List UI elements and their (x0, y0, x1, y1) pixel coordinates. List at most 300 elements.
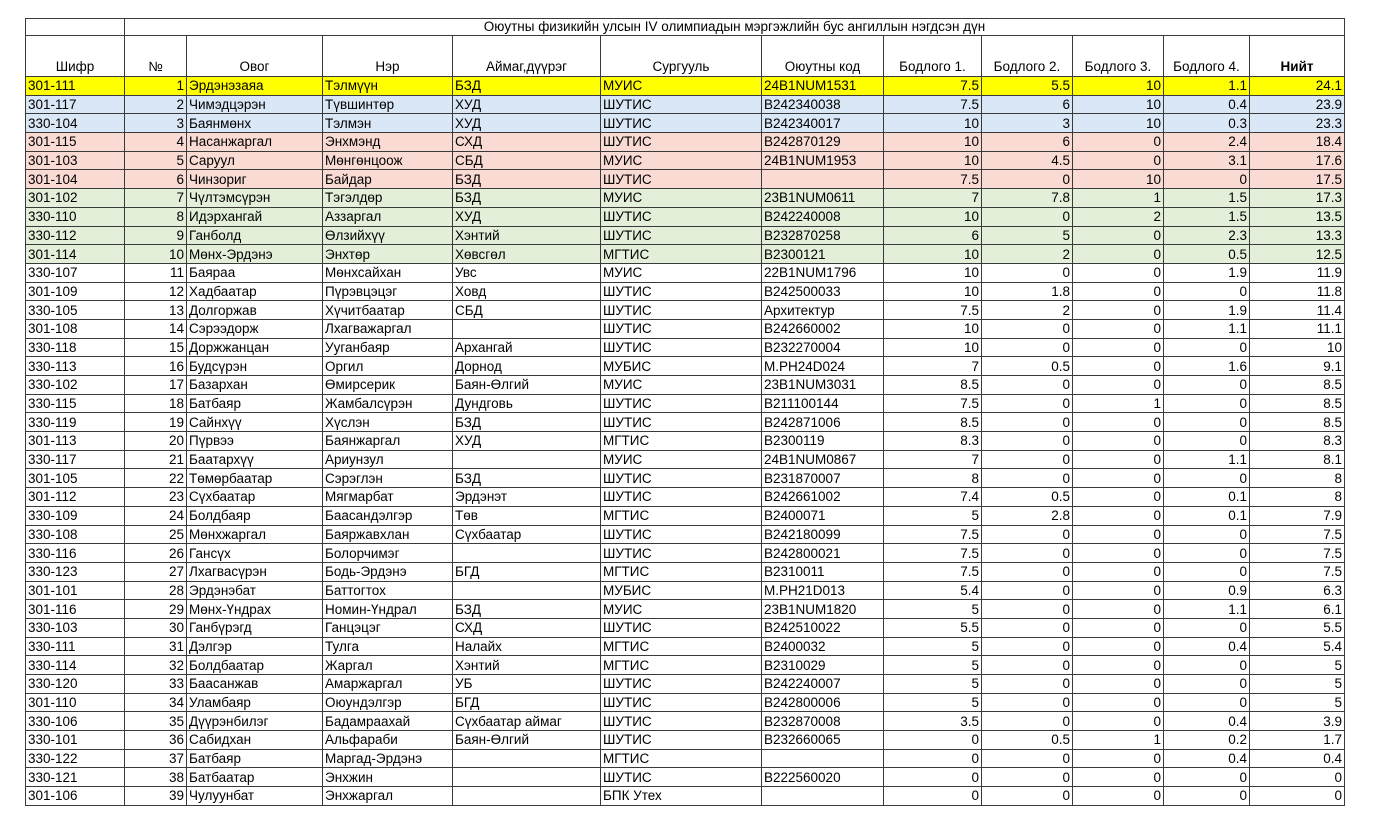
cell-surname: Доржжанцан (187, 338, 323, 357)
cell-problem-2: 0.5 (982, 731, 1073, 750)
cell-problem-3: 0 (1073, 506, 1164, 525)
cell-student-code: 23B1NUM3031 (762, 376, 884, 395)
table-row (26, 506, 1345, 525)
cell-number: 26 (125, 544, 187, 563)
table-row (26, 432, 1345, 451)
cell-district: Хөвсгөл (453, 245, 601, 264)
cell-problem-4: 0 (1164, 525, 1250, 544)
cell-problem-1: 10 (884, 263, 982, 282)
cell-district: Сүхбаатар (453, 525, 601, 544)
cell-problem-2: 0 (982, 432, 1073, 451)
cell-student-code: B242800021 (762, 544, 884, 563)
cell-surname: Ганбүрэгд (187, 618, 323, 637)
cell-total: 11.8 (1250, 282, 1345, 301)
cell-name: Лхагважаргал (323, 319, 453, 338)
header-name: Нэр (323, 36, 453, 77)
cell-problem-4: 0 (1164, 432, 1250, 451)
cell-student-code: B231870007 (762, 469, 884, 488)
cell-problem-4: 0 (1164, 562, 1250, 581)
cell-problem-4: 0 (1164, 675, 1250, 694)
cell-district (453, 450, 601, 469)
cell-surname: Уламбаяр (187, 693, 323, 712)
cell-total: 11.1 (1250, 319, 1345, 338)
cell-name: Ариунзул (323, 450, 453, 469)
cell-problem-3: 0 (1073, 450, 1164, 469)
cell-problem-2: 0 (982, 263, 1073, 282)
cell-problem-4: 1.1 (1164, 600, 1250, 619)
cell-total: 0 (1250, 787, 1345, 806)
cell-problem-3: 1 (1073, 731, 1164, 750)
cell-total: 5 (1250, 656, 1345, 675)
cell-problem-2: 2 (982, 245, 1073, 264)
cell-student-code: B242660002 (762, 319, 884, 338)
cell-problem-4: 0 (1164, 394, 1250, 413)
cell-total: 1.7 (1250, 731, 1345, 750)
cell-problem-3: 0 (1073, 319, 1164, 338)
cell-problem-3: 0 (1073, 562, 1164, 581)
cell-name: Бодь-Эрдэнэ (323, 562, 453, 581)
cell-school: МУИС (601, 376, 762, 395)
cell-surname: Баасанжав (187, 675, 323, 694)
table-row (26, 263, 1345, 282)
cell-student-code: 23B1NUM1820 (762, 600, 884, 619)
cell-number: 17 (125, 376, 187, 395)
table-row (26, 656, 1345, 675)
cell-surname: Сүхбаатар (187, 488, 323, 507)
cell-code: 330-121 (26, 768, 125, 787)
cell-problem-1: 7.5 (884, 562, 982, 581)
cell-student-code (762, 749, 884, 768)
cell-district: СБД (453, 151, 601, 170)
cell-problem-3: 0 (1073, 245, 1164, 264)
cell-problem-3: 0 (1073, 338, 1164, 357)
cell-problem-3: 0 (1073, 357, 1164, 376)
cell-name: Тулга (323, 637, 453, 656)
cell-surname: Мөнх-Үндрах (187, 600, 323, 619)
cell-problem-2: 6 (982, 133, 1073, 152)
cell-surname: Ганболд (187, 226, 323, 245)
cell-district: ХУД (453, 207, 601, 226)
table-row (26, 376, 1345, 395)
cell-code: 330-107 (26, 263, 125, 282)
cell-problem-1: 7 (884, 189, 982, 208)
cell-code: 330-122 (26, 749, 125, 768)
table-row (26, 151, 1345, 170)
cell-student-code: M.PH24D024 (762, 357, 884, 376)
cell-total: 0 (1250, 768, 1345, 787)
cell-problem-4: 1.9 (1164, 263, 1250, 282)
cell-school: МГТИС (601, 506, 762, 525)
cell-district (453, 581, 601, 600)
cell-code: 301-111 (26, 77, 125, 96)
cell-school: МУИС (601, 600, 762, 619)
cell-code: 330-118 (26, 338, 125, 357)
cell-surname: Сэрээдорж (187, 319, 323, 338)
cell-school: ШУТИС (601, 133, 762, 152)
table-row (26, 749, 1345, 768)
table-row (26, 413, 1345, 432)
cell-problem-1: 5 (884, 675, 982, 694)
cell-name: Амаржаргал (323, 675, 453, 694)
cell-number: 34 (125, 693, 187, 712)
cell-student-code: 24B1NUM0867 (762, 450, 884, 469)
cell-district: БЗД (453, 189, 601, 208)
cell-problem-3: 0 (1073, 787, 1164, 806)
cell-school: ШУТИС (601, 319, 762, 338)
cell-surname: Төмөрбаатар (187, 469, 323, 488)
cell-problem-4: 0 (1164, 768, 1250, 787)
cell-surname: Болдбаяр (187, 506, 323, 525)
cell-district: СБД (453, 301, 601, 320)
table-row (26, 488, 1345, 507)
cell-problem-3: 0 (1073, 749, 1164, 768)
cell-total: 5.4 (1250, 637, 1345, 656)
header-number: № (125, 36, 187, 77)
cell-problem-4: 0.5 (1164, 245, 1250, 264)
cell-school: МГТИС (601, 637, 762, 656)
cell-surname: Дэлгэр (187, 637, 323, 656)
cell-student-code: B222560020 (762, 768, 884, 787)
cell-number: 7 (125, 189, 187, 208)
cell-problem-1: 5 (884, 600, 982, 619)
cell-problem-2: 0 (982, 712, 1073, 731)
cell-code: 330-114 (26, 656, 125, 675)
header-surname: Овог (187, 36, 323, 77)
cell-name: Тэгэлдөр (323, 189, 453, 208)
cell-school: МУИС (601, 189, 762, 208)
cell-student-code: B242510022 (762, 618, 884, 637)
cell-student-code: B242500033 (762, 282, 884, 301)
cell-school: БПК Утех (601, 787, 762, 806)
header-code: Шифр (26, 36, 125, 77)
cell-number: 36 (125, 731, 187, 750)
cell-problem-3: 0 (1073, 488, 1164, 507)
cell-school: МУБИС (601, 357, 762, 376)
cell-problem-4: 1.1 (1164, 319, 1250, 338)
cell-name: Байдар (323, 170, 453, 189)
cell-district: СХД (453, 618, 601, 637)
cell-number: 22 (125, 469, 187, 488)
cell-problem-2: 0 (982, 562, 1073, 581)
cell-problem-1: 10 (884, 282, 982, 301)
cell-problem-3: 0 (1073, 544, 1164, 563)
table-row (26, 114, 1345, 133)
cell-name: Мягмарбат (323, 488, 453, 507)
cell-problem-3: 0 (1073, 301, 1164, 320)
cell-name: Болорчимэг (323, 544, 453, 563)
header-problem-4: Бодлого 4. (1164, 36, 1250, 77)
cell-problem-4: 0.1 (1164, 488, 1250, 507)
table-row (26, 768, 1345, 787)
cell-district (453, 749, 601, 768)
cell-student-code (762, 787, 884, 806)
cell-name: Өлзийхүү (323, 226, 453, 245)
cell-problem-3: 0 (1073, 637, 1164, 656)
table-row (26, 600, 1345, 619)
cell-district (453, 787, 601, 806)
cell-problem-4: 0.4 (1164, 749, 1250, 768)
cell-student-code: B232870258 (762, 226, 884, 245)
cell-problem-4: 1.5 (1164, 189, 1250, 208)
cell-number: 5 (125, 151, 187, 170)
cell-problem-3: 1 (1073, 394, 1164, 413)
cell-student-code: B242871006 (762, 413, 884, 432)
cell-problem-2: 0 (982, 768, 1073, 787)
header-problem-1: Бодлого 1. (884, 36, 982, 77)
cell-surname: Батбаатар (187, 768, 323, 787)
cell-number: 14 (125, 319, 187, 338)
cell-problem-4: 1.6 (1164, 357, 1250, 376)
cell-problem-1: 0 (884, 749, 982, 768)
table-row (26, 319, 1345, 338)
cell-problem-1: 7.4 (884, 488, 982, 507)
cell-number: 13 (125, 301, 187, 320)
cell-district: Хэнтий (453, 656, 601, 675)
cell-code: 301-105 (26, 469, 125, 488)
table-row (26, 544, 1345, 563)
cell-problem-2: 6 (982, 95, 1073, 114)
table-row (26, 95, 1345, 114)
table-row (26, 338, 1345, 357)
cell-name: Өмирсерик (323, 376, 453, 395)
cell-school: ШУТИС (601, 301, 762, 320)
cell-total: 8.1 (1250, 450, 1345, 469)
cell-problem-2: 0 (982, 618, 1073, 637)
cell-total: 3.9 (1250, 712, 1345, 731)
cell-number: 30 (125, 618, 187, 637)
cell-number: 28 (125, 581, 187, 600)
cell-surname: Саруул (187, 151, 323, 170)
cell-total: 12.5 (1250, 245, 1345, 264)
cell-problem-2: 2.8 (982, 506, 1073, 525)
cell-problem-3: 10 (1073, 114, 1164, 133)
cell-problem-1: 7 (884, 357, 982, 376)
cell-problem-1: 5 (884, 693, 982, 712)
table-row (26, 245, 1345, 264)
cell-surname: Батбаяр (187, 749, 323, 768)
cell-problem-2: 1.8 (982, 282, 1073, 301)
cell-problem-2: 4.5 (982, 151, 1073, 170)
cell-number: 23 (125, 488, 187, 507)
cell-surname: Эрдэнэбат (187, 581, 323, 600)
cell-number: 20 (125, 432, 187, 451)
cell-district (453, 319, 601, 338)
cell-district: ХУД (453, 95, 601, 114)
cell-number: 38 (125, 768, 187, 787)
cell-problem-2: 0 (982, 338, 1073, 357)
cell-problem-4: 0.4 (1164, 712, 1250, 731)
cell-problem-4: 0 (1164, 413, 1250, 432)
cell-district: БГД (453, 562, 601, 581)
cell-school: ШУТИС (601, 675, 762, 694)
cell-surname: Долгоржав (187, 301, 323, 320)
cell-student-code: 22B1NUM1796 (762, 263, 884, 282)
cell-district: ХУД (453, 114, 601, 133)
cell-problem-4: 2.4 (1164, 133, 1250, 152)
cell-district: Баян-Өлгий (453, 731, 601, 750)
cell-problem-4: 0 (1164, 338, 1250, 357)
cell-name: Жамбалсүрэн (323, 394, 453, 413)
cell-student-code: B232270004 (762, 338, 884, 357)
cell-code: 330-101 (26, 731, 125, 750)
cell-total: 8.3 (1250, 432, 1345, 451)
cell-district: БЗД (453, 170, 601, 189)
cell-problem-1: 8.5 (884, 376, 982, 395)
header-district: Аймаг,дүүрэг (453, 36, 601, 77)
cell-problem-3: 0 (1073, 618, 1164, 637)
cell-problem-1: 3.5 (884, 712, 982, 731)
cell-district: Баян-Өлгий (453, 376, 601, 395)
table-row (26, 731, 1345, 750)
cell-problem-2: 0 (982, 525, 1073, 544)
cell-number: 27 (125, 562, 187, 581)
cell-problem-1: 5 (884, 637, 982, 656)
cell-problem-2: 0 (982, 581, 1073, 600)
cell-problem-2: 0 (982, 450, 1073, 469)
table-row (26, 450, 1345, 469)
cell-problem-4: 0 (1164, 656, 1250, 675)
cell-name: Хүслэн (323, 413, 453, 432)
cell-problem-3: 0 (1073, 151, 1164, 170)
cell-code: 301-113 (26, 432, 125, 451)
cell-code: 301-109 (26, 282, 125, 301)
cell-surname: Лхагвасүрэн (187, 562, 323, 581)
cell-total: 18.4 (1250, 133, 1345, 152)
cell-problem-2: 0 (982, 749, 1073, 768)
cell-total: 17.3 (1250, 189, 1345, 208)
cell-student-code: B242870129 (762, 133, 884, 152)
cell-total: 10 (1250, 338, 1345, 357)
cell-district: ХУД (453, 432, 601, 451)
cell-surname: Мөнх-Эрдэнэ (187, 245, 323, 264)
cell-problem-4: 0 (1164, 544, 1250, 563)
cell-problem-4: 1.1 (1164, 77, 1250, 96)
cell-problem-1: 0 (884, 768, 982, 787)
cell-student-code: B2300119 (762, 432, 884, 451)
cell-surname: Сабидхан (187, 731, 323, 750)
cell-problem-2: 0 (982, 376, 1073, 395)
cell-problem-2: 0 (982, 787, 1073, 806)
table-row (26, 282, 1345, 301)
cell-problem-1: 10 (884, 151, 982, 170)
cell-problem-2: 0 (982, 207, 1073, 226)
cell-code: 301-106 (26, 787, 125, 806)
cell-problem-3: 0 (1073, 376, 1164, 395)
cell-surname: Дүүрэнбилэг (187, 712, 323, 731)
cell-school: ШУТИС (601, 544, 762, 563)
cell-code: 330-123 (26, 562, 125, 581)
cell-district: Ховд (453, 282, 601, 301)
cell-district: Эрдэнэт (453, 488, 601, 507)
cell-school: МУИС (601, 450, 762, 469)
cell-surname: Гансүх (187, 544, 323, 563)
cell-student-code (762, 170, 884, 189)
cell-number: 12 (125, 282, 187, 301)
cell-number: 2 (125, 95, 187, 114)
cell-number: 19 (125, 413, 187, 432)
table-row (26, 618, 1345, 637)
cell-student-code: B232660065 (762, 731, 884, 750)
cell-total: 7.5 (1250, 544, 1345, 563)
cell-surname: Насанжаргал (187, 133, 323, 152)
cell-code: 301-108 (26, 319, 125, 338)
cell-problem-1: 10 (884, 133, 982, 152)
cell-problem-4: 0.4 (1164, 95, 1250, 114)
cell-problem-2: 0 (982, 544, 1073, 563)
cell-code: 330-115 (26, 394, 125, 413)
cell-surname: Чүлтэмсүрэн (187, 189, 323, 208)
table-row (26, 226, 1345, 245)
cell-number: 25 (125, 525, 187, 544)
cell-total: 7.5 (1250, 562, 1345, 581)
cell-total: 8.5 (1250, 376, 1345, 395)
cell-problem-3: 0 (1073, 226, 1164, 245)
cell-code: 330-103 (26, 618, 125, 637)
cell-student-code: B242180099 (762, 525, 884, 544)
cell-school: ШУТИС (601, 693, 762, 712)
cell-surname: Чимэдцэрэн (187, 95, 323, 114)
cell-school: ШУТИС (601, 394, 762, 413)
cell-school: ШУТИС (601, 282, 762, 301)
cell-number: 21 (125, 450, 187, 469)
cell-district: СХД (453, 133, 601, 152)
cell-problem-2: 3 (982, 114, 1073, 133)
cell-problem-4: 0 (1164, 170, 1250, 189)
cell-school: МГТИС (601, 562, 762, 581)
cell-school: ШУТИС (601, 525, 762, 544)
cell-problem-2: 5 (982, 226, 1073, 245)
cell-school: ШУТИС (601, 338, 762, 357)
header-row (26, 36, 1345, 77)
cell-district (453, 768, 601, 787)
table-row (26, 675, 1345, 694)
cell-problem-4: 0 (1164, 618, 1250, 637)
header-problem-2: Бодлого 2. (982, 36, 1073, 77)
cell-problem-2: 7.8 (982, 189, 1073, 208)
cell-problem-1: 7.5 (884, 301, 982, 320)
cell-number: 33 (125, 675, 187, 694)
cell-code: 330-111 (26, 637, 125, 656)
cell-name: Энхтөр (323, 245, 453, 264)
table-row (26, 77, 1345, 96)
table-row (26, 637, 1345, 656)
cell-student-code: B2300121 (762, 245, 884, 264)
cell-problem-4: 0 (1164, 469, 1250, 488)
table-row (26, 207, 1345, 226)
cell-problem-1: 8 (884, 469, 982, 488)
cell-code: 330-110 (26, 207, 125, 226)
cell-name: Ганцэцэг (323, 618, 453, 637)
cell-total: 13.3 (1250, 226, 1345, 245)
cell-problem-3: 2 (1073, 207, 1164, 226)
cell-total: 13.5 (1250, 207, 1345, 226)
cell-code: 301-114 (26, 245, 125, 264)
cell-name: Оюундэлгэр (323, 693, 453, 712)
cell-problem-4: 3.1 (1164, 151, 1250, 170)
cell-problem-2: 0 (982, 469, 1073, 488)
cell-code: 330-112 (26, 226, 125, 245)
cell-student-code: B242340038 (762, 95, 884, 114)
cell-problem-1: 5.4 (884, 581, 982, 600)
cell-name: Энхмэнд (323, 133, 453, 152)
cell-school: ШУТИС (601, 413, 762, 432)
header-total: Нийт (1250, 36, 1345, 77)
cell-problem-4: 1.1 (1164, 450, 1250, 469)
cell-name: Энхжин (323, 768, 453, 787)
cell-problem-2: 0 (982, 600, 1073, 619)
cell-problem-1: 5 (884, 656, 982, 675)
cell-total: 7.9 (1250, 506, 1345, 525)
